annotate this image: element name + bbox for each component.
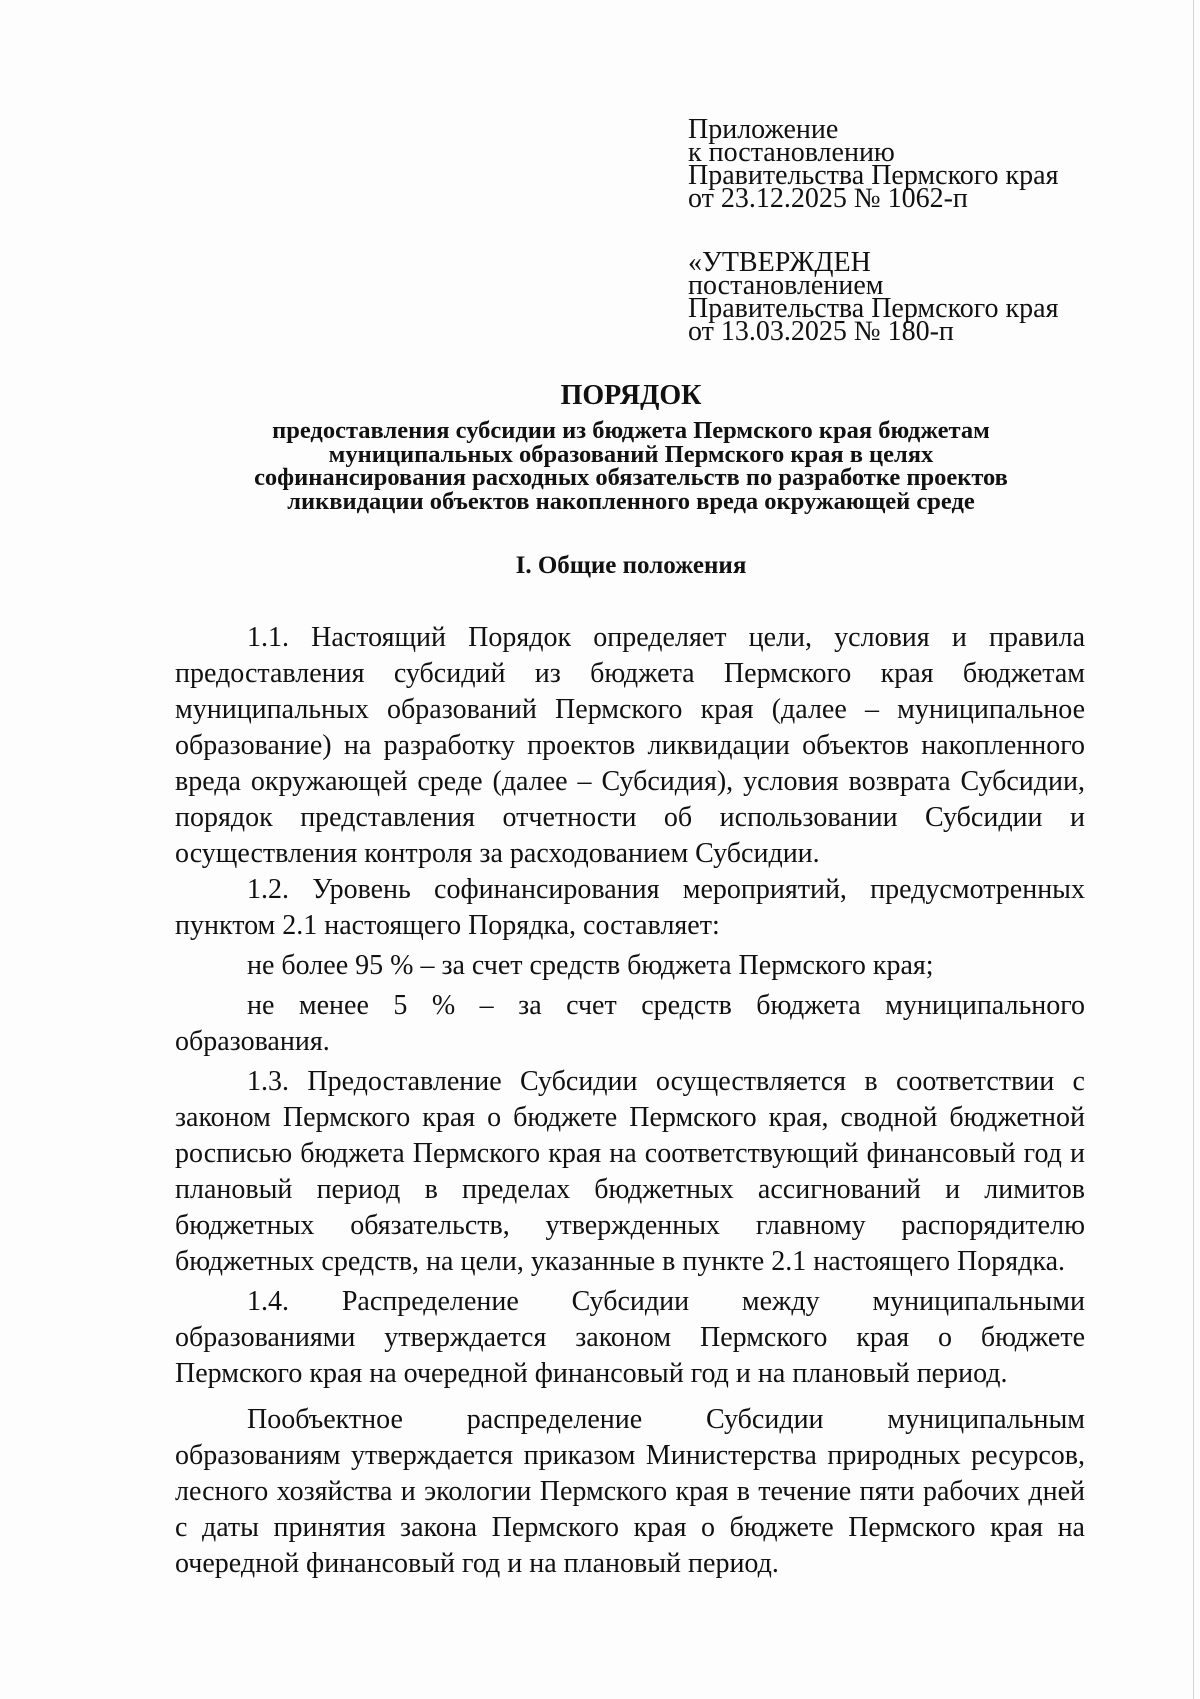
approval-reference-block [688,247,1108,347]
subtitle-line: софинансирования расходных обязательств по разработке проектов [254,464,1008,491]
approval-line: от 13.03.2025 № 180-п [688,316,954,347]
document-body [175,620,1085,1582]
paragraph-1-3: 1.3. Предоставление Субсидии осуществляется в соответствии с законом Пермского края о бюджете Пермского края, сводной бюджетной росписью бюджета Пермского края на соответствующий финансовый год и плановый период в пределах бюджетных ассигнований и лимитов бюджетных обязательств, утвержденных главному распорядителю бюджетных средств, на цели, указанные в пункте 2.1 настоящего Порядка. [175,1066,1085,1277]
document-title: ПОРЯДОК [560,380,702,411]
document-subtitle [0,419,1200,513]
paragraph-1-1: 1.1. Настоящий Порядок определяет цели, условия и правила предоставления субсидий из бюджета Пермского края бюджетам муниципальных образований Пермского края (далее – муниципальное образование) на разработку проектов ликвидации объектов накопленного вреда окружающей среде (далее – Субсидия), условия возврата Субсидии, порядок представления отчетности об использовании Субсидии и осуществления контроля за расходованием Субсидии. [175,622,1085,869]
subtitle-line: муниципальных образований Пермского края в целях [328,440,934,468]
appendix-reference-block [688,114,1108,214]
approval-line: постановлением [688,270,884,301]
scan-edge-line [1193,0,1194,1699]
paragraph-1-4: 1.4. Распределение Субсидии между муниципальными образованиями утверждается законом Пермского края о бюджете Пермского края на очередной финансовый год и на плановый период. [175,1286,1085,1389]
appendix-line: Приложение [688,114,839,145]
section-heading: I. Общие положения [515,552,747,579]
paragraph-object-distribution: Пообъектное распределение Субсидии муниципальным образованиям утверждается приказом Министерства природных ресурсов, лесного хозяйства и экологии Пермского края в течение пяти рабочих дней с даты принятия закона Пермского края о бюджете Пермского края на очередной финансовый год и на плановый период. [175,1404,1085,1579]
paragraph-cofinancing-regional: не более 95 % – за счет средств бюджета Пермского края; [247,950,934,981]
approval-line: Правительства Пермского края [688,293,1059,324]
subtitle-line: ликвидации объектов накопленного вреда окружающей среде [287,487,975,515]
appendix-line: к постановлению [688,137,895,168]
subtitle-line: предоставления субсидии из бюджета Пермского края бюджетам [272,417,990,444]
appendix-line: от 23.12.2025 № 1062-п [688,183,968,214]
appendix-line: Правительства Пермского края [688,160,1059,191]
approval-line: «УТВЕРЖДЕН [688,247,871,278]
paragraph-cofinancing-municipal: не менее 5 % – за счет средств бюджета муниципального образования. [175,990,1085,1057]
paragraph-1-2: 1.2. Уровень софинансирования мероприятий, предусмотренных пунктом 2.1 настоящего Порядка, составляет: [175,874,1085,941]
